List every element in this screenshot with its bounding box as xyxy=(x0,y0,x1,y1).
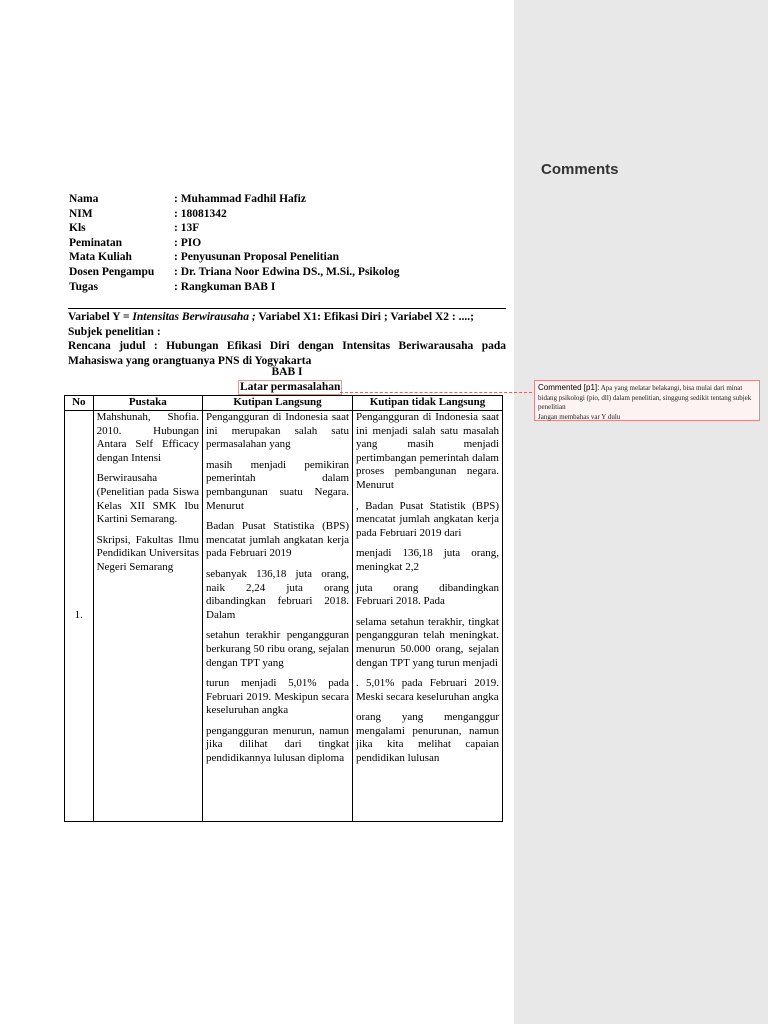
paraphrase-paragraph: , Badan Pusat Statistik (BPS) mencatat jumlah angkatan kerja pada Februari 2019 dari xyxy=(356,499,499,539)
info-row xyxy=(69,265,399,280)
col-header-kutipan-tidak-langsung: Kutipan tidak Langsung xyxy=(353,396,503,411)
comment-connector xyxy=(340,392,532,393)
info-row xyxy=(69,250,399,265)
info-row xyxy=(69,207,399,222)
info-value: : Rangkuman BAB I xyxy=(174,280,276,293)
paraphrase-paragraph: Pengangguran di Indonesia saat ini menjadi salah satu masalah yang masih menjadi pertimbangan pemerintah dalam proses pembangunan negara. Menurut xyxy=(356,411,499,491)
paraphrase-paragraph: . 5,01% pada Februari 2019. Meski secara keseluruhan angka xyxy=(356,677,499,703)
variables-line xyxy=(68,310,506,325)
info-value: : 18081342 xyxy=(174,207,227,220)
variable-y-value: Intensitas Berwirausaha ; xyxy=(132,311,256,323)
comment-balloon[interactable] xyxy=(534,380,760,421)
info-value: : Muhammad Fadhil Hafiz xyxy=(174,193,306,205)
col-header-no: No xyxy=(65,396,94,411)
paraphrase-paragraph: selama setahun terakhir, tingkat pengangguran telah meningkat. menurun 50.000 orang, sejalan dengan TPT yang turun menjadi xyxy=(356,615,499,669)
info-label: Tugas xyxy=(69,280,98,293)
info-row xyxy=(69,236,399,251)
variable-x-list: Variabel X1: Efikasi Diri ; Variabel X2 : ....; xyxy=(255,311,474,323)
info-label: Peminatan xyxy=(69,236,123,249)
quote-paragraph: Badan Pusat Statistika (BPS) mencatat jumlah angkatan kerja pada Februari 2019 xyxy=(206,520,350,560)
cell-no xyxy=(65,411,94,822)
col-header-pustaka: Pustaka xyxy=(93,396,202,411)
paraphrase-paragraph: menjadi 136,18 juta orang, meningkat 2,2 xyxy=(356,547,499,573)
comment-text: Apa yang melatar belakangi, bisa mulai dari minat bidang psikologi (pio, dll) dalam penelitian, singgung sedikit tentang subjek penelitian xyxy=(538,384,752,411)
cell-kutipan-tidak-langsung xyxy=(353,411,503,822)
table-row xyxy=(65,411,503,822)
info-row xyxy=(69,192,399,207)
info-label: Nama xyxy=(69,193,99,205)
quote-paragraph: pengangguran menurun, namun jika dilihat dari tingkat pendidikannya lulusan diploma xyxy=(206,724,350,765)
paraphrase-paragraph: orang yang menganggur mengalami penurunan, namun jika kita melihat capaian pendidikan lulusan xyxy=(356,711,499,765)
rencana-judul: Rencana judul : Hubungan Efikasi Diri dengan Intensitas Beriwarausaha pada Mahasiswa yang orangtuanya PNS di Yogyakarta xyxy=(68,340,506,367)
quote-paragraph: turun menjadi 5,01% pada Februari 2019. Meskipun secara keseluruhan angka xyxy=(206,677,350,717)
literature-table xyxy=(64,395,503,822)
paraphrase-paragraph: juta orang dibandingkan Februari 2018. Pada xyxy=(356,581,499,608)
section-heading-commented[interactable]: Latar permasalahan xyxy=(240,381,341,393)
separator-line xyxy=(68,308,506,309)
quote-paragraph: masih menjadi pemikiran pemerintah dalam pembangunan suatu Negara. Menurut xyxy=(206,458,350,512)
info-label: Mata Kuliah xyxy=(69,251,132,264)
info-value: : Penyusunan Proposal Penelitian xyxy=(174,251,339,264)
comment-author-label: Commented [p1]: xyxy=(538,383,600,392)
col-header-kutipan-langsung: Kutipan Langsung xyxy=(203,396,353,411)
comments-pane-title: Comments xyxy=(541,161,619,178)
row-number: 1. xyxy=(74,609,83,621)
quote-paragraph: setahun terakhir pengangguran berkurang 50 ribu orang, sejalan dengan TPT yang xyxy=(206,629,350,669)
info-label: Dosen Pengampu xyxy=(69,265,155,278)
quote-paragraph: sebanyak 136,18 juta orang, naik 2,24 juta orang dibandingkan februari 2018. Dalam xyxy=(206,567,350,621)
subjek-line: Subjek penelitian : xyxy=(68,325,161,338)
cell-pustaka xyxy=(93,411,202,822)
pustaka-paragraph: Skripsi, Fakultas Ilmu Pendidikan Universitas Negeri Semarang xyxy=(96,533,199,573)
info-value: : Dr. Triana Noor Edwina DS., M.Si., Psikolog xyxy=(174,265,400,278)
info-label: Kls xyxy=(69,222,86,235)
info-label: NIM xyxy=(69,207,93,220)
info-row xyxy=(69,280,399,295)
info-value: : PIO xyxy=(174,236,202,249)
student-info xyxy=(69,192,399,294)
pustaka-paragraph: Berwirausaha (Penelitian pada Siswa Kelas XII SMK Ibu Kartini Semarang. xyxy=(96,472,199,526)
variables-block xyxy=(68,310,506,368)
table-header-row xyxy=(65,396,503,411)
info-value: : 13F xyxy=(174,222,200,235)
comments-pane xyxy=(514,0,768,1024)
info-row xyxy=(69,221,399,236)
variable-y-prefix: Variabel Y = xyxy=(68,311,133,323)
pustaka-paragraph: Mahshunah, Shofia. 2010. Hubungan Antara Self Efficacy dengan Intensi xyxy=(96,411,199,464)
comment-text-2: Jangan membahas var Y dulu xyxy=(538,412,621,421)
quote-paragraph: Pengangguran di Indonesia saat ini merupakan salah satu permasalahan yang xyxy=(206,411,350,451)
chapter-heading: BAB I xyxy=(271,366,303,378)
cell-kutipan-langsung xyxy=(203,411,353,822)
